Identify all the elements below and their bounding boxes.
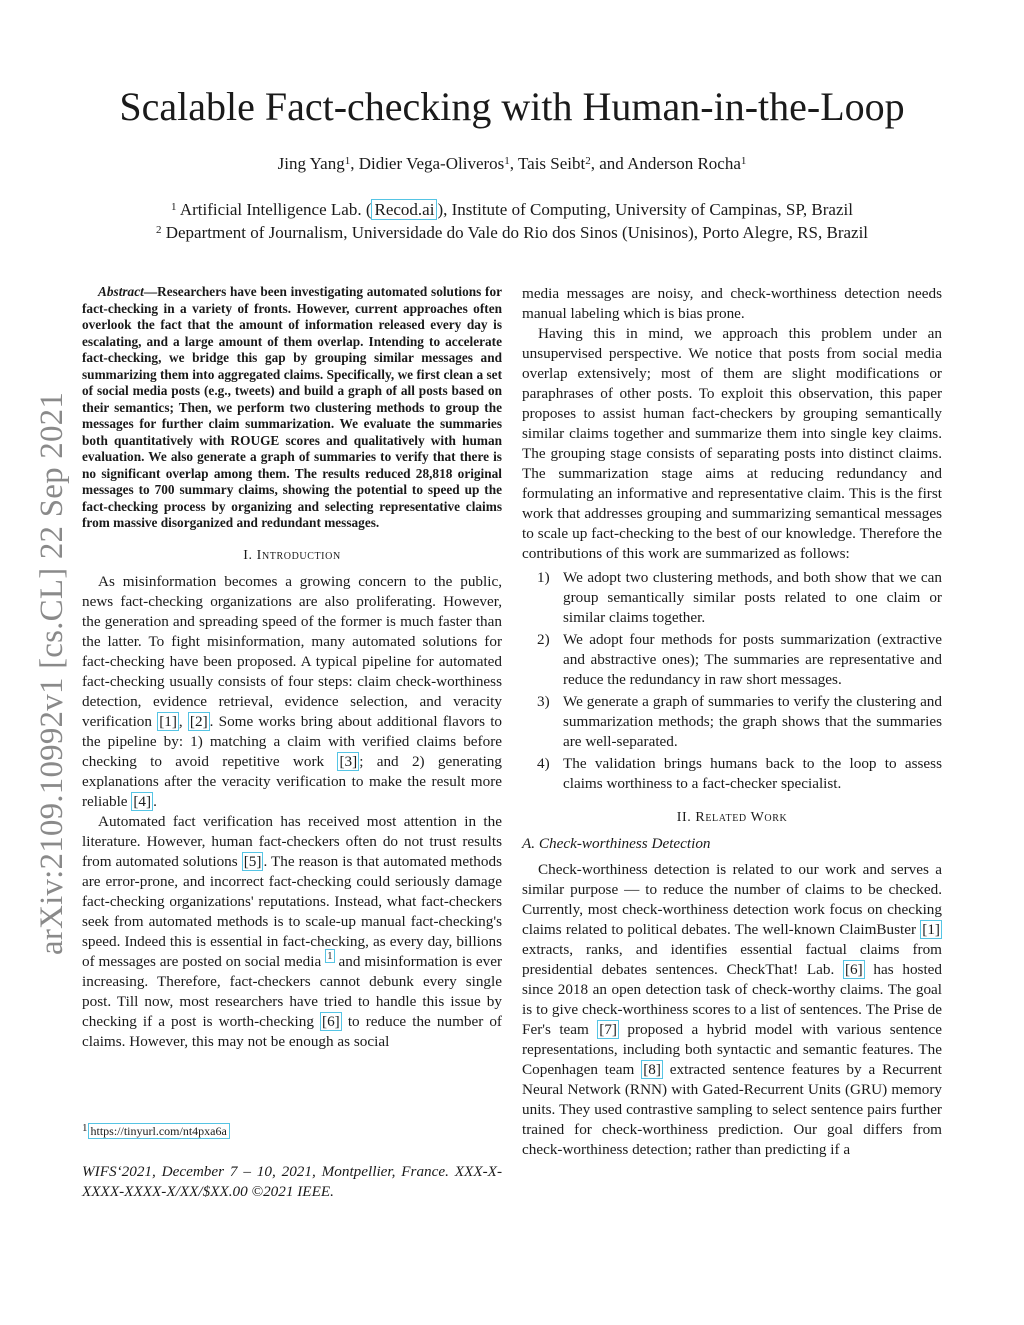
author-separator: , [350,154,359,173]
left-column [82,284,502,1052]
abstract [82,284,502,532]
citation-link[interactable]: [5] [243,852,262,870]
body-text: As misinformation becomes a growing concern to the public, news fact-checking organizations are also proliferating. However, the generation and spreading speed of the former is much faster than the latter. To fight misinformation, many automated solutions for fact-checking have been proposed. A typical pipeline for automated fact-checking usually consists of four steps: claim check-worthiness detection, evidence retrieval, evidence selection, and veracity verification [82,572,502,730]
list-text: We generate a graph of summaries to verify the clustering and summarization methods; the graph shows that the summaries are well-separated. [563,693,942,750]
abstract-text: Researchers have been investigating automated solutions for fact-checking in a variety of fronts. However, current approaches often overlook the fact that the amount of information released every day is escalating, and a large amount of them overlap. Intending to accelerate fact-checking, we bridge this gap by grouping similar messages and summarizing them into aggregated claims. Specifically, we first clean a set of social media posts (e.g., tweets) and build a graph of all posts based on their semantics; Then, we perform two clustering methods to group the messages for further claim summarization. We evaluate the summaries both quantitatively with ROUGE scores and qualitatively with human evaluation. We also generate a graph of summaries to verify that there is no significant overlap among them. The results reduced 28,818 original messages to 700 summary claims, showing the potential to speed up the fact-checking process by organizing and selecting representative claims from massive disorganized and redundant messages. [82,284,502,530]
list-item [522,754,942,794]
citation-link[interactable]: [8] [643,1061,661,1078]
arxiv-stamp: arXiv:2109.10992v1 [cs.CL] 22 Sep 2021 [34,391,70,955]
section-heading-introduction: I. Introduction [243,547,341,563]
author-name: Anderson Rocha [627,154,741,173]
list-item [522,692,942,752]
body-text: , [178,712,188,730]
list-number: 2) [537,631,550,648]
body-text: . Some works bring about additional flavors to the pipeline by: 1) matching a claim with verified claims before checking to avoid repetitive work [82,712,503,770]
affiliation-text: ), Institute of Computing, University of Campinas, SP, Brazil [437,200,853,219]
citation-link[interactable]: [6] [844,961,863,978]
affiliation-mark: 2 [155,224,162,236]
motivation-paragraph: Having this in mind, we approach this problem under an unsupervised perspective. We notice that posts from social media overlap extensively; most of them are slight modifications or paraphrases of other posts. To exploit this observation, this paper proposes to assist human fact-checkers by grouping semantically similar claims together and summarize them into single key claims. The grouping stage consists of separating posts into distinct claims. The summarization stage aims at reducing redundancy and formulating an informative and representative claim. This is the first work that addresses grouping and summarizing semantical messages to scale up fact-checking to the best of our knowledge. Therefore the contributions of this work are summarized as follows: [522,325,942,562]
list-text: We adopt two clustering methods, and both show that we can group semantically similar posts related to one claim or similar claims together. [563,569,942,626]
author-separator: , and [590,154,628,173]
intro-paragraph-1 [82,572,502,812]
author-name: Didier Vega-Oliveros [358,154,505,173]
footnote-mark-link[interactable]: 1 [327,949,333,962]
affiliation-2 [0,222,1024,244]
citation-link[interactable]: [6] [322,1012,340,1030]
citation-link[interactable]: [2] [189,712,208,730]
subsection-heading: A. Check-worthiness Detection [522,835,711,852]
author-separator: , [509,154,518,173]
author-name: Jing Yang [277,154,345,173]
affiliation-1 [0,199,1024,221]
affiliation-text: Artificial Intelligence Lab. ( [179,200,372,219]
body-text: extracts, ranks, and identifies essential factual claims from presidential debates sentences. CheckThat! Lab. [522,941,942,978]
related-work-paragraph [522,860,942,1160]
affiliation-mark: 1 [171,201,177,213]
body-text: to reduce the number of claims. However, this may not be enough as social [82,1012,502,1050]
footnote-mark: 1 [82,1122,88,1134]
paper-title: Scalable Fact-checking with Human-in-the-Loop [119,84,905,129]
intro-paragraph-2 [82,812,502,1052]
footnote-url-link[interactable]: https://tinyurl.com/nt4pxa6a [88,1123,230,1139]
body-text: extracted sentence features by a Recurrent Neural Network (RNN) with Gated-Recurrent Units (GRU) memory units. They used contrastive sampling to select sentence pairs further trained for check-worthiness prediction. Our goal differs from check-worthiness detection; rather than predicting if a [522,1061,943,1158]
author-affil-mark: 2 [585,155,591,167]
affiliation-text: Department of Journalism, Universidade do Vale do Rio dos Sinos (Unisinos), Porto Alegre, RS, Brazil [165,223,869,242]
body-text: Check-worthiness detection is related to our work and serves a similar purpose — to reduce the number of claims to be checked. Currently, most check-worthiness detection work focus on checking claims related to political debates. The well-known ClaimBuster [522,861,942,938]
body-text: has hosted since 2018 an open detection task of check-worthy claims. The goal is to give check-worthiness scores to a list of sentences. The Prise de Fer's team [522,961,942,1038]
author-name: Tais Seibt [517,154,586,173]
author-affil-mark: 1 [504,155,510,167]
contributions-list [522,568,942,794]
section-heading-related-work: II. Related Work [676,810,788,825]
body-text: ; and 2) generating explanations after the veracity verification to make the result more reliable [82,752,502,810]
author-affil-mark: 1 [344,155,351,167]
list-item [522,630,942,690]
body-text: . The reason is that automated methods are error-prone, and incorrect fact-checking could seriously damage fact-checking organizations' reputations. Instead, what fact-checkers seek from automated methods is to scale-up manual fact-checking's speed. Indeed this is essential in fact-checking, as every day, billions of messages are posted on social media [82,852,502,970]
citation-link[interactable]: [3] [339,752,358,770]
list-item [522,568,942,628]
citation-link[interactable]: [7] [599,1021,617,1038]
list-text: The validation brings humans back to the loop to assess claims worthiness to a fact-checker specialist. [563,755,942,792]
list-text: We adopt four methods for posts summarization (extractive and abstractive ones); The summaries are representative and reduce the redundancy in raw short messages. [563,631,942,688]
body-text: . [153,792,157,810]
conference-note: WIFS‘2021, December 7 – 10, 2021, Montpellier, France. XXX-X-XXXX-XXXX-X/XX/$XX.00 ©2021 IEEE. [82,1163,502,1200]
citation-link[interactable]: [4] [133,792,152,810]
abstract-dash: — [143,284,158,299]
list-number: 3) [537,693,550,710]
list-number: 1) [537,569,550,586]
list-number: 4) [537,755,550,772]
abstract-label: Abstract [98,284,144,299]
body-text: and misinformation is ever increasing. Therefore, fact-checkers cannot debunk every single post. Till now, most researchers have tried to handle this issue by checking if a post is worth-checking [82,952,502,1030]
citation-link[interactable]: [1] [922,921,940,938]
continued-paragraph: media messages are noisy, and check-worthiness detection needs manual labeling which is bias prone. [522,285,942,322]
footnote [82,1123,502,1139]
recod-link[interactable]: Recod.ai [371,199,437,220]
body-text: proposed a hybrid model with various sentence representations, including both syntactic and semantic features. The Copenhagen team [522,1021,942,1078]
body-text: Automated fact verification has received most attention in the literature. However, human fact-checkers often do not trust results from automated solutions [82,812,502,870]
citation-link[interactable]: [1] [159,712,177,730]
author-list [0,153,1024,175]
author-affil-mark: 1 [740,155,747,167]
right-column [522,284,942,1160]
